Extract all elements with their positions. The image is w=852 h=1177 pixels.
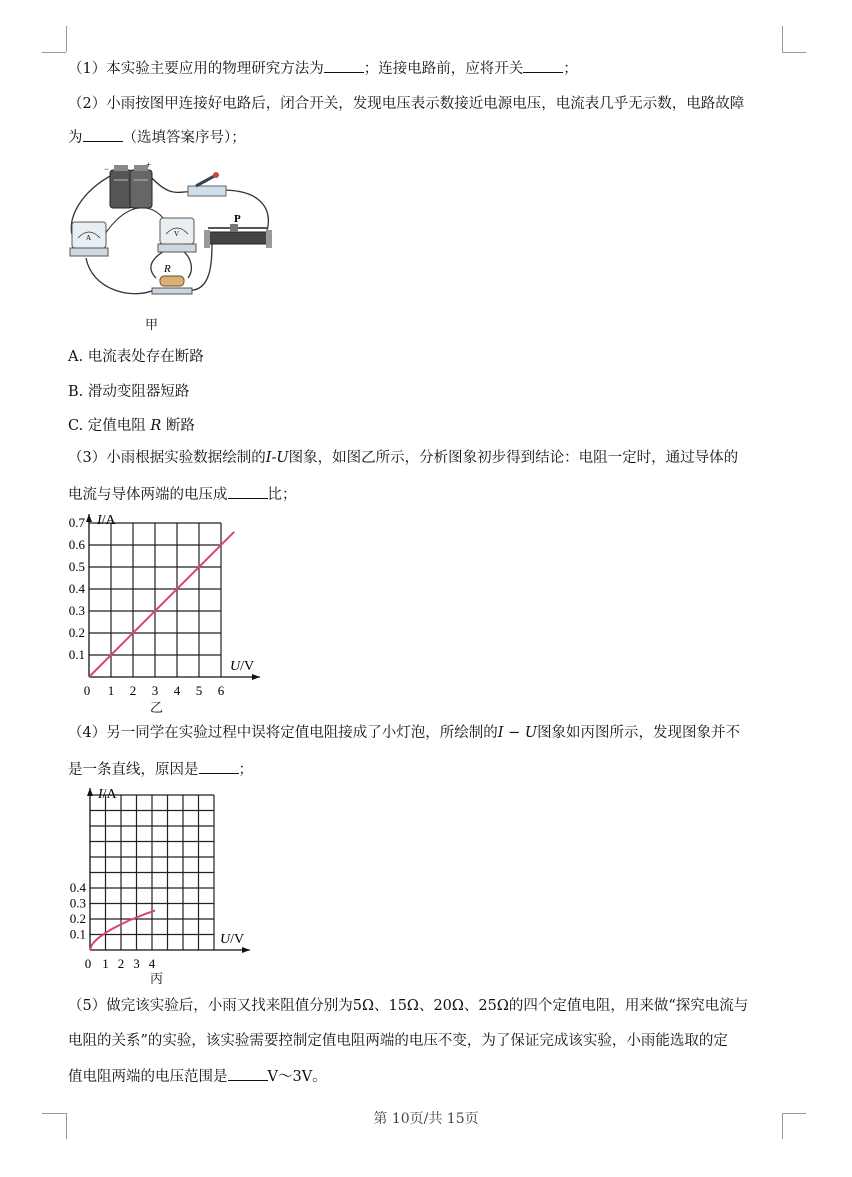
crop-mark-top-right [782, 52, 806, 53]
q2-text: 为 [68, 130, 83, 146]
y-tick-label: 0.4 [68, 581, 85, 596]
option-b [68, 380, 189, 401]
answer-blank [228, 484, 268, 499]
option-text: 定值电阻 [87, 418, 146, 434]
y-axis-label: I/A [98, 787, 117, 802]
option-key: A. [68, 349, 84, 365]
y-tick-label: 0.4 [69, 880, 86, 895]
battery-icon [110, 165, 152, 208]
question-3-line-1 [68, 448, 738, 468]
q4-text: 图象如丙图所示，发现图象并不 [537, 725, 741, 741]
x-tick-label: 0 [83, 683, 91, 698]
question-4-line-2 [68, 759, 253, 780]
answer-blank [228, 1066, 268, 1081]
option-a [68, 345, 204, 366]
crop-mark-top-left-v [66, 26, 67, 52]
question-5-line-2: 电阻的关系”的实验，该实验需要控制定值电阻两端的电压不变，为了保证完成该实验，小雨能选取的定 [68, 1033, 728, 1049]
question-4-line-1 [68, 723, 740, 743]
circuit-wire [86, 258, 154, 294]
option-key: B. [68, 384, 84, 400]
x-tick-label: 2 [117, 956, 125, 971]
x-tick-label: 1 [107, 683, 115, 698]
rheostat-icon [204, 224, 272, 248]
ammeter-label: A [86, 234, 92, 242]
y-axis-label: I/A [97, 513, 116, 528]
resistor-icon [152, 276, 192, 294]
x-tick-label: 1 [102, 956, 109, 971]
question-2-line-2 [68, 127, 246, 148]
option-c [68, 414, 195, 435]
question-5-line-3 [68, 1066, 327, 1087]
voltmeter-label: V [174, 230, 180, 238]
figure-caption-yi: 乙 [150, 701, 164, 716]
battery-minus-label: − [104, 164, 110, 174]
answer-blank [83, 127, 123, 142]
figure-caption-bing: 丙 [150, 972, 164, 987]
option-text: 电流表处存在断路 [87, 349, 204, 365]
question-3-line-2 [68, 484, 297, 505]
q5-text: V～3V。 [267, 1069, 327, 1085]
y-axis-arrow [86, 514, 92, 522]
question-1 [68, 58, 578, 79]
y-tick-label: 0.7 [68, 515, 85, 530]
x-tick-label: 5 [195, 683, 203, 698]
x-axis-arrow [252, 674, 260, 680]
resistor-label-r: R [164, 263, 171, 275]
figure-caption-jia: 甲 [145, 318, 159, 333]
option-key: C. [68, 418, 84, 434]
option-variable: R [150, 418, 162, 434]
q4-variable: I − U [497, 725, 538, 741]
question-2-line-1: （2）小雨按图甲连接好电路后，闭合开关，发现电压表示数接近电源电压，电流表几乎无示数，电路故障 [68, 96, 745, 112]
answer-blank [523, 58, 563, 73]
circuit-diagram [62, 160, 282, 310]
option-text: 断路 [165, 418, 195, 434]
answer-blank [324, 58, 364, 73]
x-tick-label: 0 [84, 956, 92, 971]
q3-variable: I-U [265, 450, 289, 466]
crop-mark-top-left [42, 52, 66, 53]
y-tick-label: 0.2 [68, 625, 85, 640]
q1-text: ；连接电路前，应将开关 [363, 61, 524, 77]
question-5-line-1: （5）做完该实验后，小雨又找来阻值分别为5Ω、15Ω、20Ω、25Ω的四个定值电阻，用来做“探究电流与 [68, 998, 749, 1014]
page-footer: 第 10页/共 15页 [373, 1111, 479, 1127]
x-tick-label: 3 [151, 683, 159, 698]
option-text: 滑动变阻器短路 [87, 384, 190, 400]
battery-plus-label: + [146, 160, 152, 170]
circuit-wire [98, 208, 166, 246]
chart-bing [60, 782, 260, 972]
q4-text: （4）另一同学在实验过程中误将定值电阻接成了小灯泡，所绘制的 [68, 725, 498, 741]
data-series-line [90, 911, 155, 951]
q2-text: （选填答案序号）； [122, 130, 246, 146]
q4-text: ； [238, 762, 253, 778]
chart-yi [60, 508, 270, 708]
q1-text: ； [563, 61, 578, 77]
x-tick-label: 4 [173, 683, 181, 698]
y-tick-label: 0.3 [69, 895, 86, 911]
x-axis-label: U/V [230, 659, 255, 674]
switch-icon [188, 172, 226, 196]
y-tick-label: 0.5 [68, 559, 85, 574]
answer-blank [199, 759, 239, 774]
crop-mark-top-right-v [782, 26, 783, 52]
y-tick-label: 0.1 [69, 926, 86, 942]
slider-label-p: P [234, 213, 241, 225]
q3-text: 图象，如图乙所示，分析图象初步得到结论：电阻一定时，通过导体的 [288, 450, 739, 466]
x-axis-label: U/V [220, 932, 245, 947]
y-tick-label: 0.2 [69, 911, 86, 926]
q4-text: 是一条直线，原因是 [68, 762, 199, 778]
y-tick-label: 0.1 [68, 647, 85, 662]
x-tick-label: 4 [148, 956, 156, 971]
q5-text: 值电阻两端的电压范围是 [68, 1069, 228, 1085]
x-axis-arrow [242, 947, 250, 953]
circuit-wire [182, 250, 191, 278]
y-axis-arrow [87, 788, 93, 796]
y-tick-label: 0.3 [68, 603, 85, 618]
q1-text: （1）本实验主要应用的物理研究方法为 [68, 61, 324, 77]
x-tick-label: 2 [129, 683, 137, 698]
circuit-wire [150, 176, 192, 192]
x-tick-label: 6 [217, 683, 225, 698]
q3-text: 比； [267, 487, 297, 503]
q3-text: （3）小雨根据实验数据绘制的 [68, 450, 266, 466]
y-tick-label: 0.6 [68, 537, 85, 552]
x-tick-label: 3 [133, 956, 140, 971]
q3-text: 电流与导体两端的电压成 [68, 487, 228, 503]
